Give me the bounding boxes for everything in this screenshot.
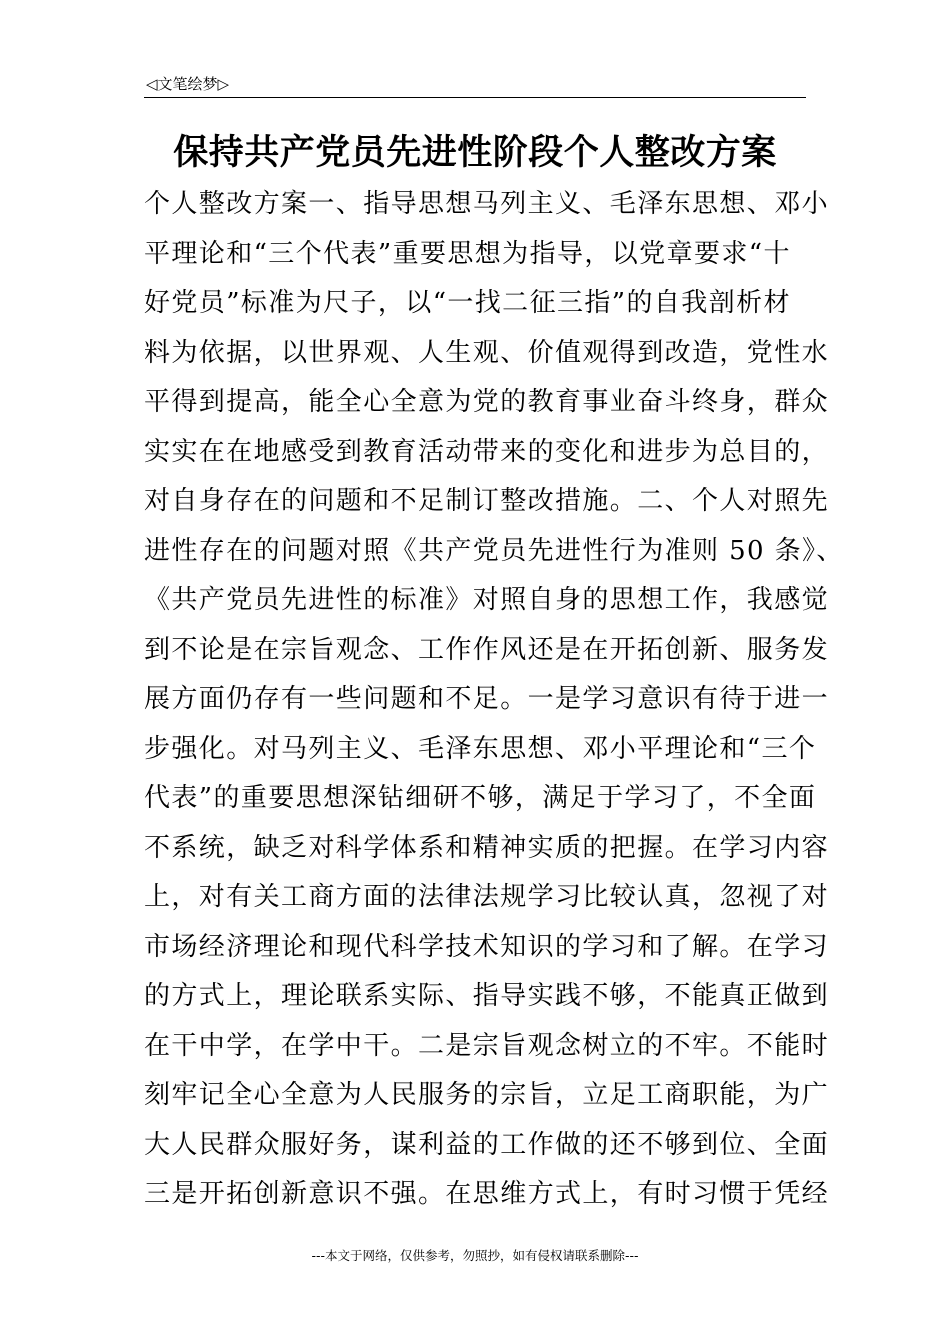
body-line: 个人整改方案一、指导思想马列主义、毛泽东思想、邓小 bbox=[144, 189, 830, 219]
body-line: 实实在在地感受到教育活动带来的变化和进步为总目的， bbox=[144, 436, 830, 467]
body-line: 《共产党员先进性的标准》对照自身的思想工作，我感觉 bbox=[144, 585, 830, 615]
header-mark: ◁文笔绘梦▷ bbox=[146, 75, 230, 93]
body-line: 在干中学，在学中干。二是宗旨观念树立的不牢。不能时 bbox=[144, 1030, 830, 1061]
body-line: 大人民群众服好务，谋利益的工作做的还不够到位、全面 bbox=[144, 1129, 830, 1160]
body-line: 不系统，缺乏对科学体系和精神实质的把握。在学习内容 bbox=[144, 832, 830, 863]
body-line: 代表”的重要思想深钻细研不够，满足于学习了，不全面 bbox=[144, 783, 817, 813]
body-line: 对自身存在的问题和不足制订整改措施。二、个人对照先 bbox=[144, 486, 830, 516]
body-line: 三是开拓创新意识不强。在思维方式上，有时习惯于凭经 bbox=[144, 1179, 830, 1209]
body-line: 好党员”标准为尺子，以“一找二征三指”的自我剖析材 bbox=[144, 288, 791, 318]
body-line: 平理论和“三个代表”重要思想为指导，以党章要求“十 bbox=[144, 238, 791, 269]
body-line: 到不论是在宗旨观念、工作作风还是在开拓创新、服务发 bbox=[144, 634, 830, 665]
body-line: 展方面仍存有一些问题和不足。一是学习意识有待于进一 bbox=[144, 684, 830, 714]
body-line: 步强化。对马列主义、毛泽东思想、邓小平理论和“三个 bbox=[144, 733, 817, 764]
footer-notice: ---本文于网络，仅供参考，勿照抄，如有侵权请联系删除--- bbox=[311, 1248, 639, 1263]
body-line: 平得到提高，能全心全意为党的教育事业奋斗终身，群众 bbox=[144, 387, 830, 417]
document-body bbox=[144, 180, 844, 1220]
document-title: 保持共产党员先进性阶段个人整改方案 bbox=[173, 132, 777, 173]
body-line: 上，对有关工商方面的法律法规学习比较认真，忽视了对 bbox=[144, 882, 830, 912]
header-divider bbox=[144, 97, 806, 98]
body-line: 料为依据，以世界观、人生观、价值观得到改造，党性水 bbox=[144, 337, 830, 368]
body-line: 的方式上，理论联系实际、指导实践不够，不能真正做到 bbox=[144, 981, 830, 1011]
body-line: 进性存在的问题对照《共产党员先进性行为准则 50 条》、 bbox=[144, 535, 844, 566]
body-line: 刻牢记全心全意为人民服务的宗旨，立足工商职能，为广 bbox=[144, 1080, 830, 1110]
body-line: 市场经济理论和现代科学技术知识的学习和了解。在学习 bbox=[144, 931, 830, 962]
